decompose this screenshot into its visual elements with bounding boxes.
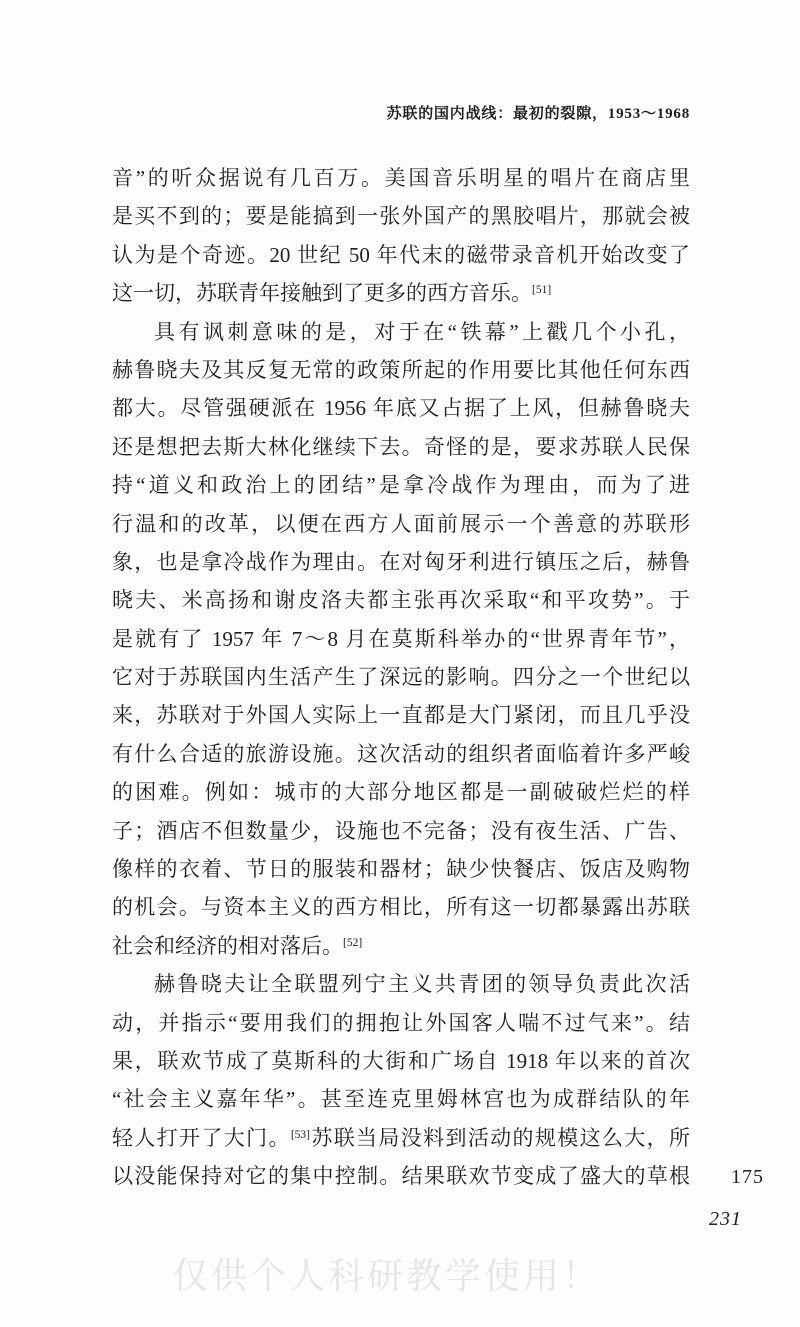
text-line: 行温和的改革，以便在西方人面前展示一个善意的苏联形 <box>112 511 690 536</box>
text-line: 持“道义和政治上的团结”是拿冷战作为理由，而为了进 <box>112 473 690 498</box>
page-number: 231 <box>709 1208 742 1230</box>
text-line: 动，并指示“要用我们的拥抱让外国客人喘不过气来”。结 <box>112 1010 690 1035</box>
text-line: 赫鲁晓夫让全联盟列宁主义共青团的领导负责此次活 <box>154 972 690 997</box>
text-line: 来，苏联对于外国人实际上一直都是大门紧闭，而且几乎没 <box>112 703 690 728</box>
text-line: 是就有了 1957 年 7～8 月在莫斯科举办的“世界青年节”， <box>112 626 690 651</box>
margin-page-ref: 175 <box>731 1166 764 1188</box>
text-line: 认为是个奇迹。20 世纪 50 年代末的磁带录音机开始改变了 <box>112 242 690 267</box>
text-line: 子；酒店不但数量少，设施也不完备；没有夜生活、广告、 <box>112 818 690 843</box>
text-line: 有什么合适的旅游设施。这次活动的组织者面临着许多严峻 <box>112 741 690 766</box>
text-line: 具有讽刺意味的是，对于在“铁幕”上戳几个小孔， <box>154 319 690 344</box>
footnote-ref: [52] <box>343 936 363 949</box>
text-line: 它对于苏联国内生活产生了深远的影响。四分之一个世纪以 <box>112 665 690 690</box>
text-line: 赫鲁晓夫及其反复无常的政策所起的作用要比其他任何东西 <box>112 357 690 382</box>
text-line: 的机会。与资本主义的西方相比，所有这一切都暴露出苏联 <box>112 895 690 920</box>
text-line: 轻人打开了大门。[53]苏联当局没料到活动的规模这么大，所 <box>112 1125 690 1150</box>
text-line: 还是想把去斯大林化继续下去。奇怪的是，要求苏联人民保 <box>112 434 690 459</box>
footnote-ref: [53] <box>290 1128 310 1141</box>
footnote-ref: [51] <box>532 284 552 297</box>
text-line: 音”的听众据说有几百万。美国音乐明星的唱片在商店里 <box>112 166 690 190</box>
body-text <box>112 159 690 1196</box>
text-line: 象，也是拿冷战作为理由。在对匈牙利进行镇压之后，赫鲁 <box>112 549 690 574</box>
text-line: 这一切，苏联青年接触到了更多的西方音乐。[51] <box>112 281 552 306</box>
watermark: 仅供个人科研教学使用！ <box>172 1256 602 1296</box>
text-line: 是买不到的；要是能搞到一张外国产的黑胶唱片，那就会被 <box>112 204 690 229</box>
text-line: 晓夫、米高扬和谢皮洛夫都主张再次采取“和平攻势”。于 <box>112 588 690 613</box>
text-line: 像样的衣着、节日的服装和器材；缺少快餐店、饭店及购物 <box>112 857 690 882</box>
running-header: 苏联的国内战线：最初的裂隙，1953～1968 <box>386 106 690 122</box>
text-line: 社会和经济的相对落后。[52] <box>112 933 363 958</box>
text-line: 都大。尽管强硬派在 1956 年底又占据了上风，但赫鲁晓夫 <box>112 396 690 421</box>
text-line: 的困难。例如：城市的大部分地区都是一副破破烂烂的样 <box>112 780 690 805</box>
text-line: “社会主义嘉年华”。甚至连克里姆林宫也为成群结队的年 <box>112 1087 690 1112</box>
text-line: 以没能保持对它的集中控制。结果联欢节变成了盛大的草根 <box>112 1164 690 1189</box>
text-line: 果，联欢节成了莫斯科的大街和广场自 1918 年以来的首次 <box>112 1048 690 1073</box>
